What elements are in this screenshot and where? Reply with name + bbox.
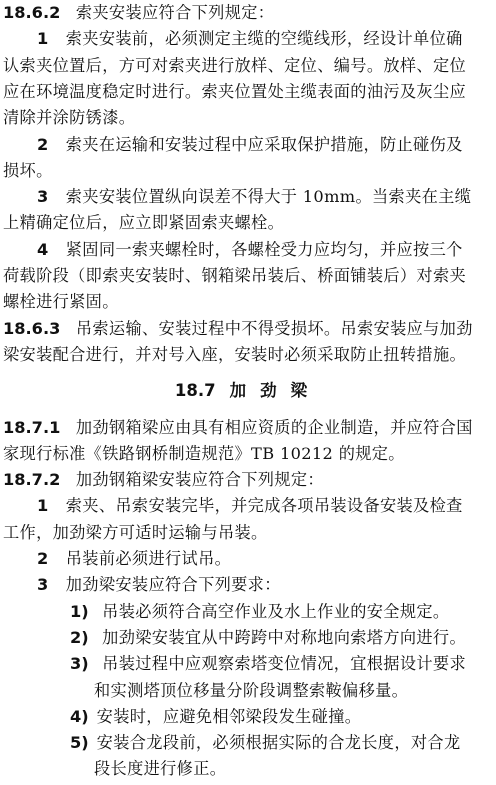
item-text: 紧固同一索夹螺栓时，各螺栓受力应均匀，并应按三个 xyxy=(65,239,463,259)
item-line xyxy=(37,493,496,519)
subitem-number: 4) xyxy=(70,706,89,726)
text-line xyxy=(3,263,496,289)
item-text: 索夹、吊索安装完毕，并完成各项吊装设备安装及检查 xyxy=(65,496,463,516)
item-line xyxy=(37,132,496,158)
section-number: 18.7 xyxy=(174,381,216,401)
item-number: 1 xyxy=(37,29,49,49)
clause-text: 家现行标准《铁路钢桥制造规范》TB 10212 的规定。 xyxy=(3,443,405,463)
subitem-line xyxy=(70,651,496,677)
item-line xyxy=(37,26,496,52)
item-line xyxy=(37,184,496,210)
clause-number: 18.6.3 xyxy=(3,318,61,338)
item-text: 上精确定位后，应立即紧固索夹螺栓。 xyxy=(3,213,285,233)
subitem-text: 吊装过程中应观察索塔变位情况，宜根据设计要求 xyxy=(102,654,466,674)
item-text: 工作，加劲梁方可适时运输与吊装。 xyxy=(3,522,268,542)
clause-text: 吊索运输、安装过程中不得受损坏。吊索安装应与加劲 xyxy=(75,318,473,338)
item-text: 吊装前必须进行试吊。 xyxy=(65,549,232,568)
subitem-number: 2) xyxy=(70,627,89,647)
item-number: 2 xyxy=(37,549,49,568)
item-number: 4 xyxy=(37,239,49,259)
section-title: 加劲梁 xyxy=(229,381,322,401)
item-number: 2 xyxy=(37,134,49,154)
item-text: 索夹在运输和安装过程中应采取保护措施，防止碰伤及 xyxy=(65,134,463,154)
clause-18-6-2-title-line xyxy=(3,0,496,26)
text-line xyxy=(3,79,496,105)
clause-number: 18.7.2 xyxy=(3,470,61,490)
text-line xyxy=(94,678,496,704)
item-text: 螺栓进行紧固。 xyxy=(3,292,119,312)
item-text: 损坏。 xyxy=(3,160,53,180)
item-line xyxy=(37,237,496,263)
item-text: 索夹安装位置纵向误差不得大于 10mm。当索夹在主缆 xyxy=(65,187,472,207)
text-line xyxy=(3,158,496,184)
subitem-text: 安装时，应避免相邻梁段发生碰撞。 xyxy=(96,706,362,726)
item-number: 1 xyxy=(37,496,49,516)
item-text: 索夹安装前，必须测定主缆的空缆线形，经设计单位确 xyxy=(65,29,463,49)
text-line xyxy=(3,210,496,236)
subitem-text: 吊装必须符合高空作业及水上作业的安全规定。 xyxy=(102,601,450,621)
clause-title: 索夹安装应符合下列规定： xyxy=(75,3,275,22)
item-number: 3 xyxy=(37,187,49,207)
clause-18-6-3-line xyxy=(3,316,496,342)
subitem-number: 3) xyxy=(70,654,89,674)
clause-number: 18.6.2 xyxy=(3,3,61,22)
text-line xyxy=(3,289,496,315)
clause-text: 加劲钢箱梁应由具有相应资质的企业制造，并应符合国 xyxy=(75,417,473,437)
subitem-text: 和实测塔顶位移量分阶段调整索鞍偏移量。 xyxy=(94,680,409,700)
section-heading-18-7 xyxy=(0,378,496,404)
subitem-text: 加劲梁安装宜从中跨跨中对称地向索塔方向进行。 xyxy=(102,627,466,647)
item-text: 荷载阶段（即索夹安装时、钢箱梁吊装后、桥面铺装后）对索夹 xyxy=(3,266,467,285)
subitem-text: 安装合龙段前，必须根据实际的合龙长度，对合龙 xyxy=(96,733,461,753)
clause-text: 梁安装配合进行，并对号入座，安装时必须采取防止扭转措施。 xyxy=(3,344,467,364)
subitem-line xyxy=(70,704,496,730)
text-line xyxy=(3,53,496,79)
text-line xyxy=(3,441,496,467)
item-number: 3 xyxy=(37,575,49,595)
text-line xyxy=(3,105,496,131)
subitem-line xyxy=(70,599,496,625)
subitem-number: 5) xyxy=(70,733,89,753)
text-line xyxy=(3,342,496,368)
clause-18-7-1-line xyxy=(3,415,496,441)
clause-title: 加劲钢箱梁安装应符合下列规定： xyxy=(75,470,324,490)
subitem-text: 段长度进行修正。 xyxy=(94,759,227,779)
text-line xyxy=(3,520,496,546)
item-text: 清除并涂防锈漆。 xyxy=(3,108,136,128)
item-line xyxy=(37,546,496,572)
text-line xyxy=(94,756,496,782)
item-text: 加劲梁安装应符合下列要求： xyxy=(65,575,281,595)
item-text: 应在环境温度稳定时进行。索夹位置处主缆表面的油污及灰尘应 xyxy=(3,81,467,101)
item-text: 认索夹位置后，方可对索夹进行放样、定位、编号。放样、定位 xyxy=(3,55,467,75)
clause-number: 18.7.1 xyxy=(3,417,61,437)
subitem-line xyxy=(70,625,496,651)
subitem-line xyxy=(70,730,496,756)
clause-18-7-2-title-line xyxy=(3,467,496,493)
item-line xyxy=(37,572,496,598)
subitem-number: 1) xyxy=(70,601,89,621)
